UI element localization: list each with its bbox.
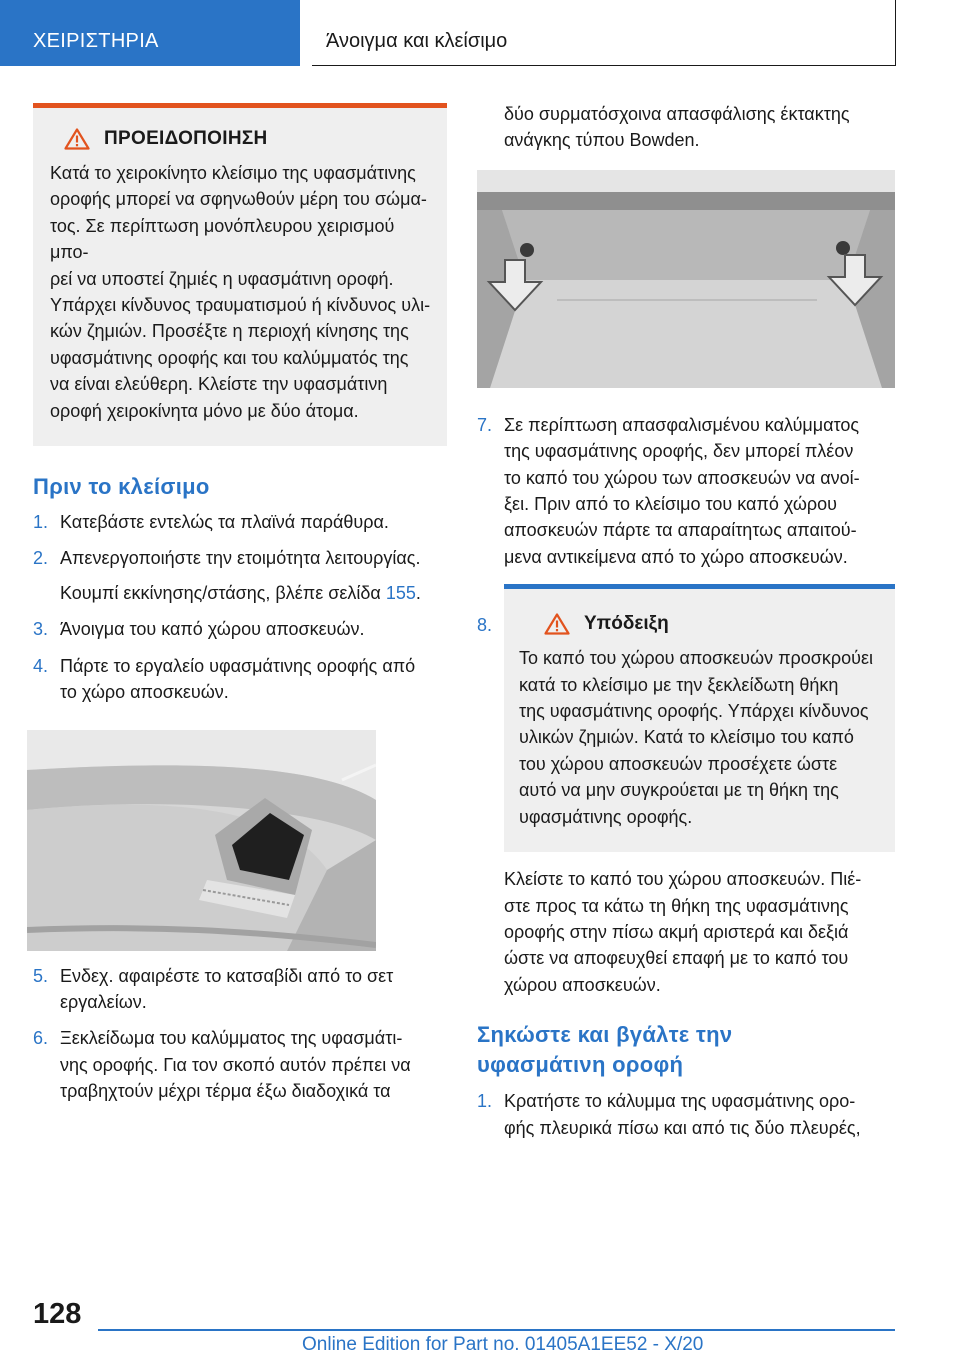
warning-text [50, 160, 433, 424]
footer-edition: Online Edition for Part no. 01405A1EE52 - X/20 [302, 1334, 704, 1355]
step-number: 7. [477, 414, 493, 435]
list-item [33, 963, 447, 1016]
crossref-end: . [415, 582, 421, 603]
list-item [33, 509, 447, 535]
list-item [33, 616, 447, 642]
note-line: κατά το κλείσιμο με την ξεκλείδωτη θήκη [519, 674, 839, 695]
step-text: Απενεργοποιήστε την ετοιμότητα λειτουργίας. [60, 548, 421, 569]
warning-header [64, 128, 433, 150]
text-line: ώστε να αποφευχθεί επαφή με το καπό του [504, 948, 849, 969]
list-item [477, 412, 895, 570]
text-line: Κλείστε το καπό του χώρου αποσκευών. Πιέ- [504, 869, 862, 890]
step-text [504, 412, 895, 570]
note-line: υλικών ζημιών. Κατά το κλείσιμο του καπό [519, 727, 854, 748]
note-text [519, 645, 881, 830]
warning-line: οροφή χειροκίνητα μόνο με δύο άτομα. [50, 400, 359, 421]
heading-remove-roof [477, 1020, 895, 1080]
text-line: οροφής στην πίσω ακμή αριστερά και δεξιά [504, 921, 849, 942]
step-line: Ενδεχ. αφαιρέστε το κατσαβίδι από το σετ [60, 965, 394, 986]
trunk-tool-illustration [27, 730, 376, 951]
crossref-text: Κουμπί εκκίνησης/στάσης, βλέπε σελίδα [60, 582, 386, 603]
note-header [544, 613, 881, 635]
step-line: τραβηχτούν μέχρι τέρμα έξω διαδοχικά τα [60, 1081, 391, 1102]
chapter-tab: ΧΕΙΡΙΣΤΗΡΙΑ [0, 0, 300, 66]
warning-line: οροφής μπορεί να σφηνωθούν μέρη του σώμα- [50, 189, 427, 210]
warning-line: Υπάρχει κίνδυνος τραυματισμού ή κίνδυνος υλι- [50, 295, 431, 316]
warning-box [33, 103, 447, 446]
list-item [33, 1025, 447, 1104]
step-2-subtext [33, 580, 447, 606]
step-line: Ξεκλείδωμα του καλύμματος της υφασμάτι- [60, 1028, 403, 1049]
step-number: 5. [33, 965, 49, 986]
step-number: 8. [477, 615, 493, 636]
heading-line: υφασμάτινη οροφή [477, 1052, 684, 1078]
step-number: 1. [477, 1091, 493, 1112]
step-text [60, 963, 447, 1016]
page-number: 128 [33, 1298, 82, 1330]
step-line: μενα αντικείμενα από το χώρο αποσκευών. [504, 546, 848, 567]
step-number: 2. [33, 548, 49, 569]
heading-before-close: Πριν το κλείσιμο [33, 474, 210, 500]
steps-list [33, 509, 447, 705]
step-text: Κατεβάστε εντελώς τα πλαϊνά παράθυρα. [60, 512, 389, 533]
warning-line: υφασμάτινης οροφής και του καλύμματός της [50, 347, 409, 368]
trunk-straps-illustration [477, 170, 895, 388]
footer-rule [98, 1329, 895, 1331]
text-line: ανάγκης τύπου Bowden. [504, 130, 700, 151]
step-7 [477, 412, 895, 570]
step-number: 3. [33, 619, 49, 640]
step-line: φής πλευρικά πίσω και από τις δύο πλευρές, [504, 1117, 861, 1138]
trunk-tool-photo [27, 730, 376, 951]
warning-triangle-icon [544, 613, 570, 635]
step-number: 1. [33, 512, 49, 533]
heading-line: Σηκώστε και βγάλτε την [477, 1022, 733, 1048]
step-6-continued [477, 101, 895, 154]
step-line: αποσκευών πάρτε τα απαραίτητως απαιτού- [504, 520, 857, 541]
note-line: του χώρου αποσκευών προσέχετε ώστε [519, 753, 838, 774]
step-line: Πάρτε το εργαλείο υφασμάτινης οροφής από [60, 655, 416, 676]
step-number: 6. [33, 1028, 49, 1049]
step-text [504, 1088, 895, 1141]
step-line: νης οροφής. Για τον σκοπό αυτόν πρέπει να [60, 1054, 411, 1075]
note-line: αυτό να μην συγκρούεται με τη θήκη της [519, 780, 839, 801]
remove-steps-list [477, 1088, 895, 1141]
step-line: εργαλείων. [60, 991, 147, 1012]
note-box [504, 584, 895, 852]
left-column [33, 103, 447, 1105]
note-line: της υφασμάτινης οροφής. Υπάρχει κίνδυνος [519, 701, 869, 722]
trunk-straps-photo [477, 170, 895, 388]
step-8-number-wrap [477, 612, 504, 638]
step-line: το καπό του χώρου των αποσκευών να ανοί- [504, 467, 860, 488]
warning-title: ΠΡΟΕΙΔΟΠΟΙΗΣΗ [104, 128, 268, 149]
step-line: της υφασμάτινης οροφής, δεν μπορεί πλέον [504, 441, 854, 462]
note-line: υφασμάτινης οροφής. [519, 806, 693, 827]
text-line: στε προς τα κάτω τη θήκη της υφασμάτινης [504, 895, 849, 916]
list-item [33, 545, 447, 571]
step-line: ξει. Πριν από το κλείσιμο του καπό χώρου [504, 494, 837, 515]
warning-line: να είναι ελεύθερη. Κλείστε την υφασμάτινη [50, 374, 388, 395]
warning-line: Κατά το χειροκίνητο κλείσιμο της υφασμάτινης [50, 163, 416, 183]
note-title: Υπόδειξη [584, 613, 669, 635]
page-link[interactable]: 155 [385, 582, 416, 603]
step-line: Κρατήστε το κάλυμμα της υφασμάτινης ορο- [504, 1091, 856, 1112]
warning-line: ρεί να υποστεί ζημιές η υφασμάτινη οροφή. [50, 268, 394, 289]
right-column [477, 103, 895, 1141]
section-title: Άνοιγμα και κλείσιμο [312, 0, 896, 66]
step-number: 4. [33, 655, 49, 676]
warning-triangle-icon [64, 128, 90, 150]
after-note-text [477, 866, 895, 998]
step-text [60, 1025, 447, 1104]
step-text [60, 653, 447, 706]
step-8 [477, 584, 895, 852]
steps-list-continued [33, 963, 447, 1105]
step-text: Άνοιγμα του καπό χώρου αποσκευών. [60, 619, 365, 640]
list-item [477, 1088, 895, 1141]
text-line: δύο συρματόσχοινα απασφάλισης έκτακτης [504, 104, 850, 124]
warning-line: κών ζημιών. Προσέξτε η περιοχή κίνησης της [50, 321, 409, 342]
text-line: χώρου αποσκευών. [504, 974, 661, 995]
warning-line: τος. Σε περίπτωση μονόπλευρου χειρισμού μπο- [50, 215, 395, 263]
list-item [33, 653, 447, 706]
step-line: το χώρο αποσκευών. [60, 682, 229, 703]
step-line: Σε περίπτωση απασφαλισμένου καλύμματος [504, 414, 860, 435]
note-line: Το καπό του χώρου αποσκευών προσκρούει [519, 648, 873, 669]
